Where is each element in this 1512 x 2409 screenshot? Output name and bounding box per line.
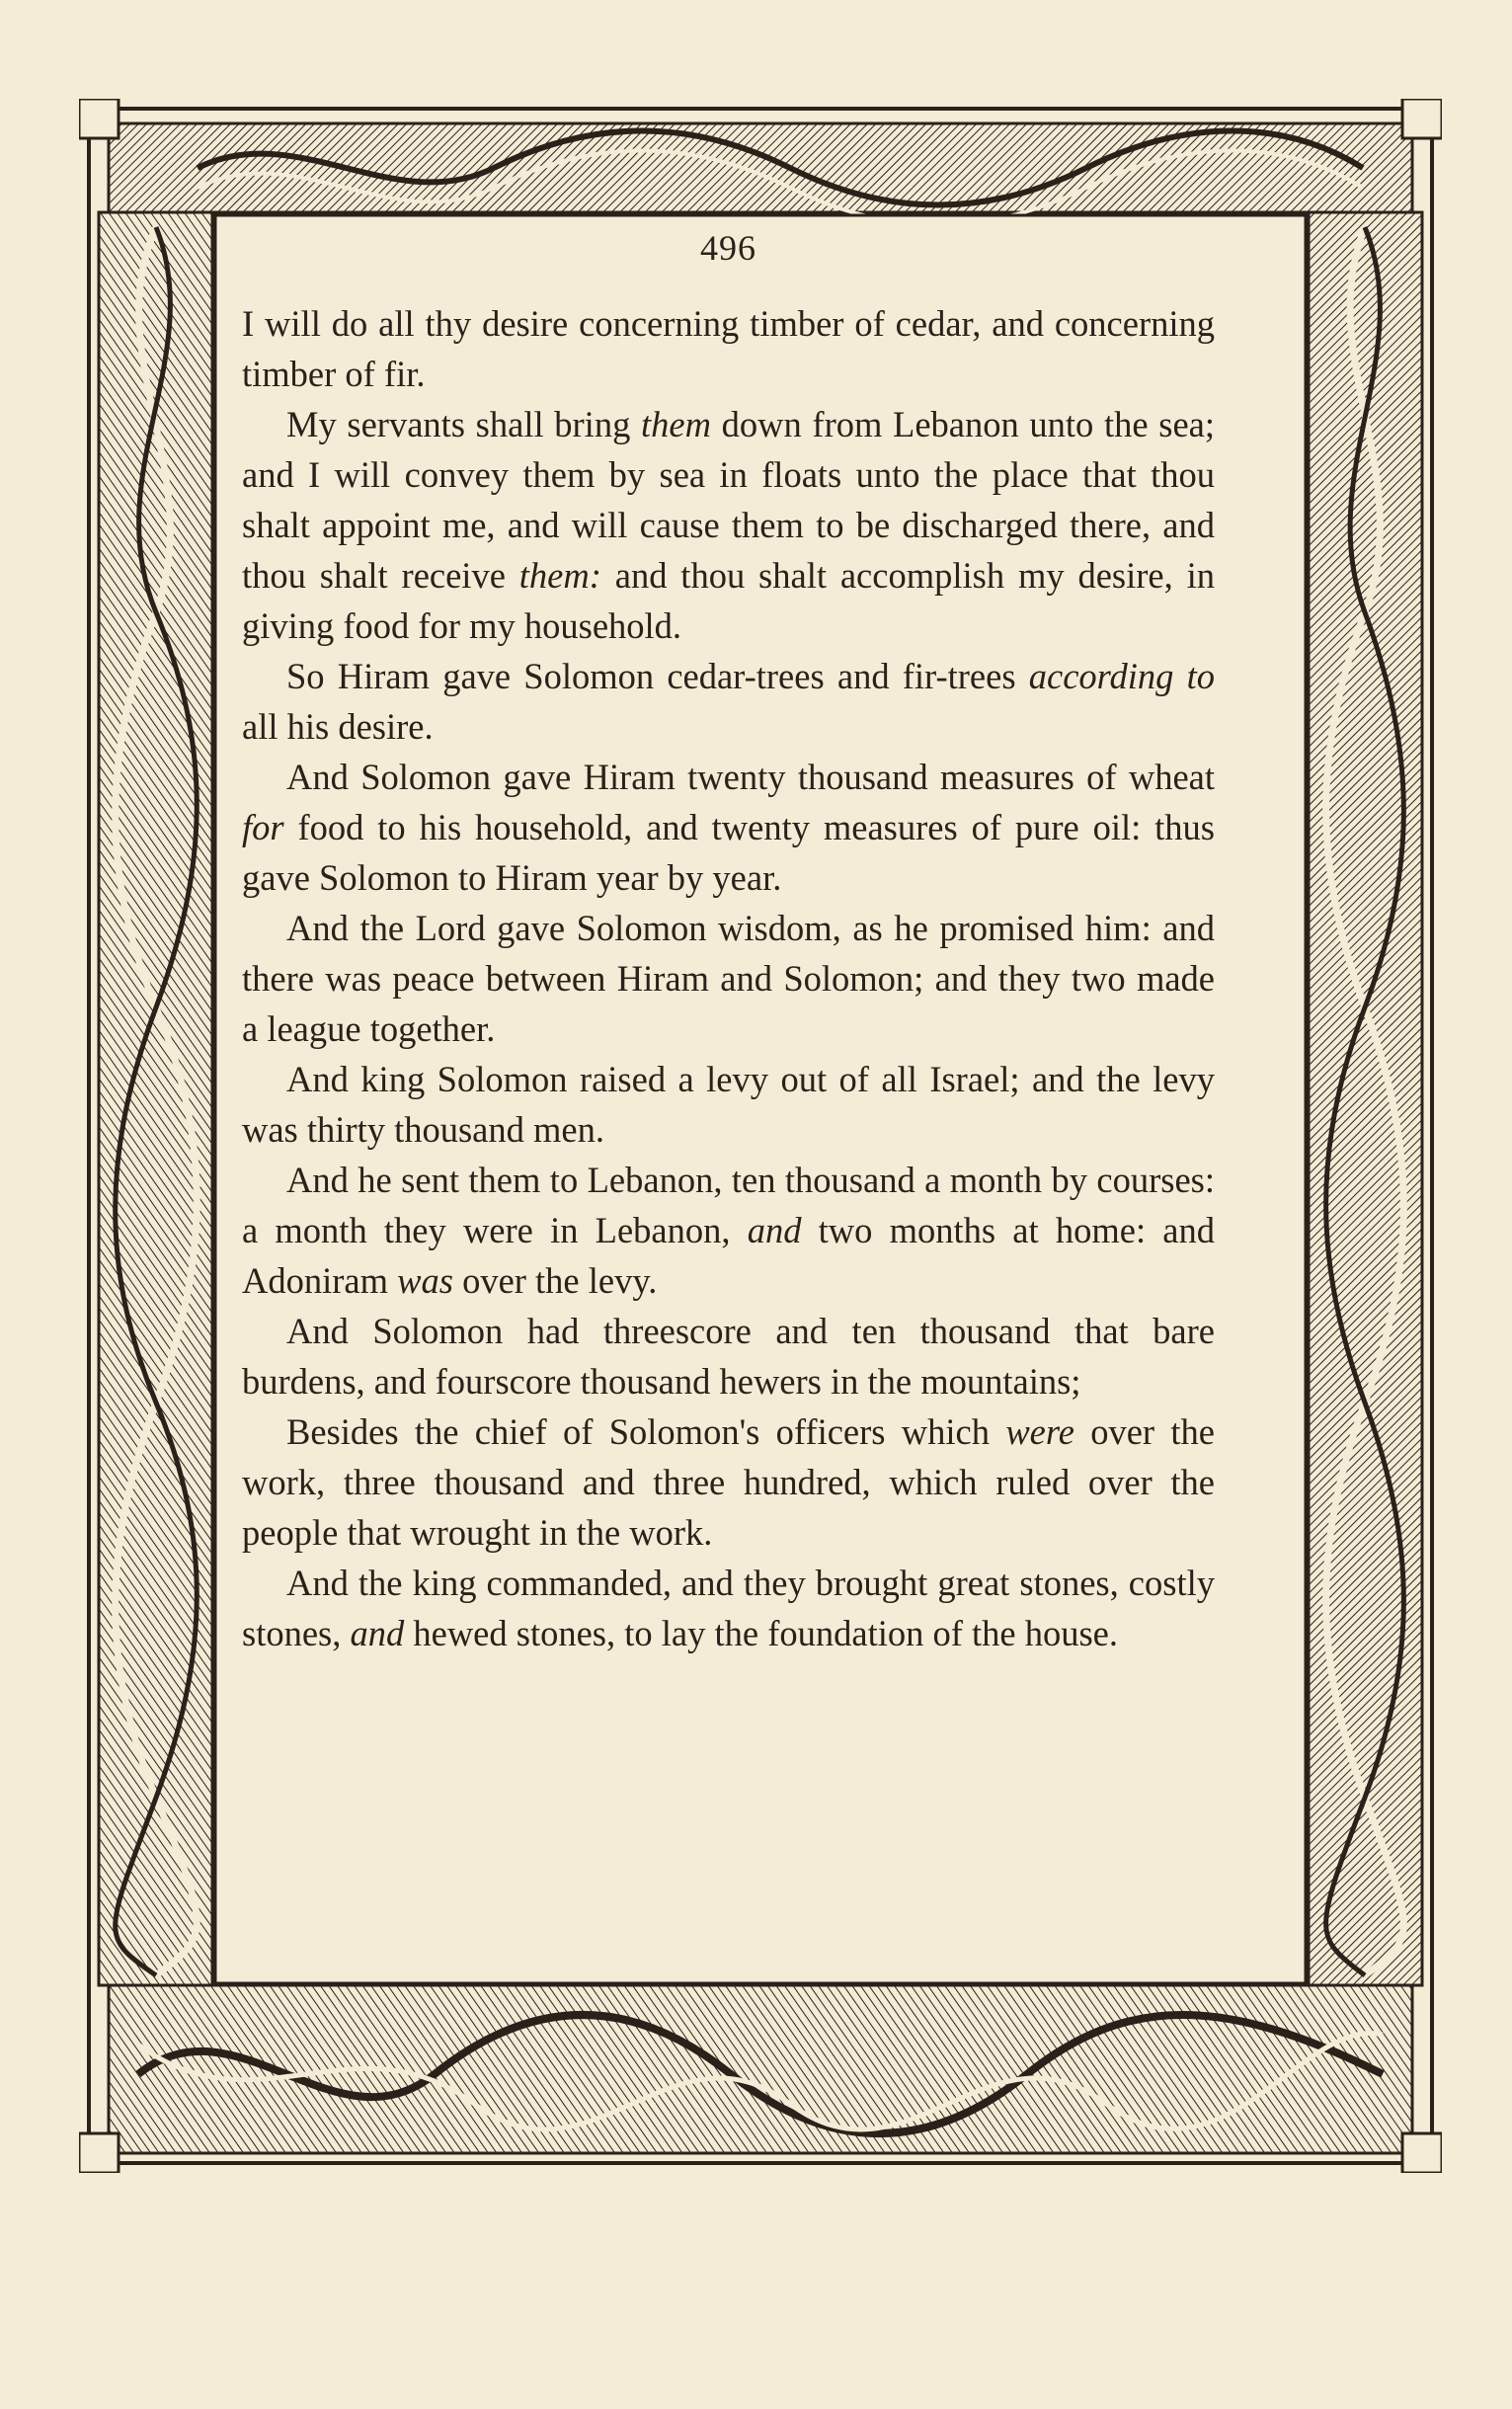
verse-text: So Hiram gave Solomon cedar-trees and fir-trees [286, 656, 1029, 696]
italic-text: were [1005, 1411, 1074, 1452]
verse-text: And Solomon had threescore and ten thousand that bare burdens, and fourscore thousand hewers in the mountains; [242, 1311, 1215, 1402]
verse-text: My servants shall bring [286, 404, 641, 444]
verse-text: And the king commanded, and they brought great stones, costly stones, [242, 1563, 1215, 1653]
verse-paragraph [242, 903, 1215, 1054]
verse-text: two months at home: and Adoniram [242, 1210, 1216, 1301]
italic-text: them: [518, 555, 601, 596]
verse-paragraph [242, 298, 1215, 399]
verse-text: all his desire. [242, 706, 434, 747]
verse-paragraph [242, 1155, 1215, 1306]
verse-text: Besides the chief of Solomon's officers which [286, 1411, 1006, 1452]
verse-text: And king Solomon raised a levy out of all Israel; and the levy was thirty thousand men. [242, 1059, 1215, 1150]
verse-text: I will do all thy desire concerning timber of cedar, and concerning timber of fir. [242, 303, 1215, 394]
italic-text: was [397, 1260, 453, 1301]
verse-paragraph [242, 399, 1215, 651]
verse-text: food to his household, and twenty measures of pure oil: thus gave Solomon to Hiram year by year. [242, 807, 1215, 898]
italic-text: for [242, 807, 284, 847]
verse-text: over the work, three thousand and three hundred, which ruled over the people that wrought in the work. [242, 1411, 1215, 1553]
verse-text: And Solomon gave Hiram twenty thousand measures of wheat [286, 757, 1215, 797]
italic-text: and [747, 1210, 802, 1250]
verse-paragraph [242, 1406, 1215, 1558]
italic-text: according to [1028, 656, 1215, 696]
verse-paragraph [242, 651, 1215, 752]
verse-text: hewed stones, to lay the foundation of the house. [404, 1613, 1118, 1653]
verse-text: down from Lebanon unto the sea; and I will convey them by sea in floats unto the place that thou shalt appoint me, and will cause them to be discharged there, and thou shalt receive [242, 404, 1215, 596]
page-number: 496 [700, 228, 756, 268]
verse-paragraph [242, 752, 1215, 903]
scripture-text [242, 298, 1215, 1658]
verse-text: and thou shalt accomplish my desire, in giving food for my household. [242, 555, 1215, 646]
italic-text: and [350, 1613, 405, 1653]
text-panel [242, 227, 1215, 1658]
verse-paragraph [242, 1054, 1215, 1155]
verse-text: over the levy. [452, 1260, 658, 1301]
verse-text: And he sent them to Lebanon, ten thousand a month by courses: a month they were in Lebanon, [242, 1160, 1215, 1250]
verse-paragraph [242, 1306, 1215, 1406]
italic-text: them [641, 404, 711, 444]
verse-text: And the Lord gave Solomon wisdom, as he promised him: and there was peace between Hiram and Solomon; and they two made a league together. [242, 908, 1215, 1049]
verse-paragraph [242, 1558, 1215, 1658]
